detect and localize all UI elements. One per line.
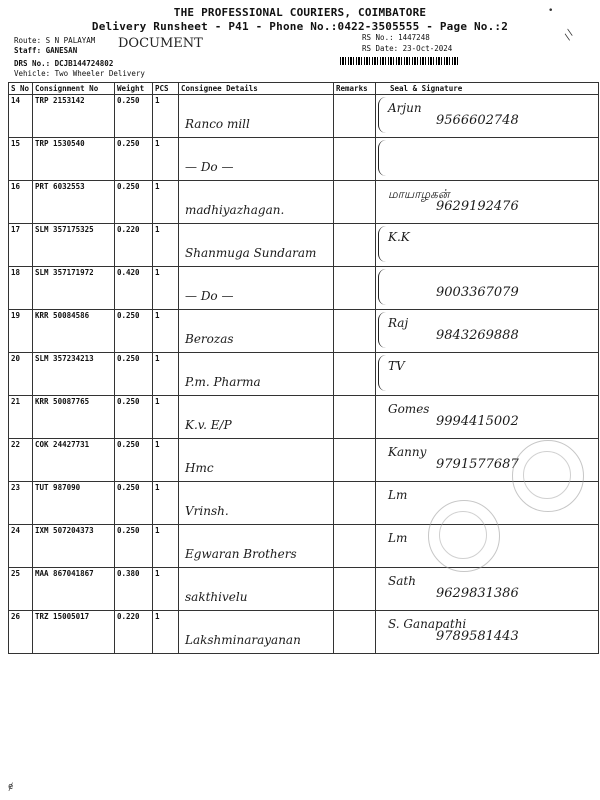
bracket-mark bbox=[378, 226, 387, 262]
row-remarks bbox=[334, 611, 376, 654]
row-consignee-cell bbox=[179, 568, 334, 611]
row-signature: Kanny bbox=[388, 445, 427, 459]
row-remarks bbox=[334, 482, 376, 525]
row-sno: 23 bbox=[9, 482, 33, 525]
row-consignee-name: Shanmuga Sundaram bbox=[185, 246, 317, 260]
row-consignee-name: — Do — bbox=[185, 289, 234, 303]
table-row bbox=[9, 138, 599, 181]
col-header-seal: Seal & Signature bbox=[376, 83, 599, 95]
row-consignee-name: K.v. E/P bbox=[185, 418, 232, 432]
row-sno: 22 bbox=[9, 439, 33, 482]
row-seal-signature bbox=[376, 181, 599, 224]
row-consignee-name: Vrinsh. bbox=[185, 504, 229, 518]
row-consignment-no: KRR 50084586 bbox=[33, 310, 115, 353]
row-phone-number: 9994415002 bbox=[436, 414, 519, 429]
row-weight: 0.250 bbox=[115, 482, 153, 525]
table-row bbox=[9, 353, 599, 396]
row-phone-number: 9566602748 bbox=[436, 113, 519, 128]
row-sno: 21 bbox=[9, 396, 33, 439]
row-remarks bbox=[334, 267, 376, 310]
row-pcs: 1 bbox=[153, 611, 179, 654]
row-remarks bbox=[334, 310, 376, 353]
row-weight: 0.380 bbox=[115, 568, 153, 611]
corner-dot: • bbox=[548, 6, 554, 16]
company-seal-stamp bbox=[512, 440, 584, 512]
row-weight: 0.250 bbox=[115, 95, 153, 138]
handwritten-document-note: DOCUMENT bbox=[118, 36, 203, 51]
route-label: Route: S N PALAYAM bbox=[14, 36, 96, 45]
row-remarks bbox=[334, 439, 376, 482]
row-sno: 16 bbox=[9, 181, 33, 224]
row-consignee-name: Lakshminarayanan bbox=[185, 633, 301, 647]
table-row bbox=[9, 611, 599, 654]
row-pcs: 1 bbox=[153, 396, 179, 439]
row-sno: 20 bbox=[9, 353, 33, 396]
row-consignee-cell bbox=[179, 267, 334, 310]
row-consignment-no: SLM 357171972 bbox=[33, 267, 115, 310]
row-weight: 0.250 bbox=[115, 439, 153, 482]
row-consignment-no: IXM 507204373 bbox=[33, 525, 115, 568]
row-consignee-name: Egwaran Brothers bbox=[185, 547, 297, 561]
row-weight: 0.250 bbox=[115, 181, 153, 224]
table-row bbox=[9, 181, 599, 224]
row-consignment-no: KRR 50087765 bbox=[33, 396, 115, 439]
bracket-mark bbox=[378, 269, 387, 305]
row-weight: 0.220 bbox=[115, 611, 153, 654]
row-phone-number: 9003367079 bbox=[436, 285, 519, 300]
row-phone-number: 9791577687 bbox=[436, 457, 519, 472]
row-signature: Gomes bbox=[388, 402, 430, 416]
row-sno: 14 bbox=[9, 95, 33, 138]
row-sno: 25 bbox=[9, 568, 33, 611]
company-seal-stamp bbox=[428, 500, 500, 572]
row-consignee-cell bbox=[179, 482, 334, 525]
row-consignee-name: P.m. Pharma bbox=[185, 375, 261, 389]
row-sno: 18 bbox=[9, 267, 33, 310]
table-row bbox=[9, 568, 599, 611]
bracket-mark bbox=[378, 312, 387, 348]
row-weight: 0.420 bbox=[115, 267, 153, 310]
row-consignee-cell bbox=[179, 95, 334, 138]
row-remarks bbox=[334, 396, 376, 439]
row-phone-number: 9843269888 bbox=[436, 328, 519, 343]
row-weight: 0.250 bbox=[115, 525, 153, 568]
row-remarks bbox=[334, 181, 376, 224]
table-row bbox=[9, 396, 599, 439]
row-sno: 19 bbox=[9, 310, 33, 353]
row-seal-signature bbox=[376, 396, 599, 439]
row-pcs: 1 bbox=[153, 95, 179, 138]
row-phone-number: 9629192476 bbox=[436, 199, 519, 214]
row-pcs: 1 bbox=[153, 181, 179, 224]
row-sno: 17 bbox=[9, 224, 33, 267]
row-pcs: 1 bbox=[153, 439, 179, 482]
table-row bbox=[9, 267, 599, 310]
row-phone-number: 9629831386 bbox=[436, 586, 519, 601]
row-pcs: 1 bbox=[153, 353, 179, 396]
drs-label: DRS No.: DCJB144724802 bbox=[14, 59, 114, 68]
pen-mark: // bbox=[562, 27, 577, 43]
page-corner-mark: ɇ bbox=[8, 782, 14, 792]
barcode bbox=[340, 57, 460, 65]
row-pcs: 1 bbox=[153, 138, 179, 181]
vehicle-label: Vehicle: Two Wheeler Delivery bbox=[14, 69, 145, 78]
runsheet-table bbox=[8, 82, 599, 654]
row-seal-signature bbox=[376, 95, 599, 138]
row-consignee-cell bbox=[179, 353, 334, 396]
col-header-remarks: Remarks bbox=[334, 83, 376, 95]
row-consignment-no: MAA 867041867 bbox=[33, 568, 115, 611]
row-weight: 0.220 bbox=[115, 224, 153, 267]
row-seal-signature bbox=[376, 267, 599, 310]
row-consignee-cell bbox=[179, 224, 334, 267]
row-signature: Lm bbox=[388, 488, 408, 502]
row-consignee-cell bbox=[179, 181, 334, 224]
row-pcs: 1 bbox=[153, 525, 179, 568]
bracket-mark bbox=[378, 140, 387, 176]
table-row bbox=[9, 525, 599, 568]
row-remarks bbox=[334, 353, 376, 396]
row-consignment-no: SLM 357234213 bbox=[33, 353, 115, 396]
row-consignee-cell bbox=[179, 396, 334, 439]
row-consignment-no: PRT 6032553 bbox=[33, 181, 115, 224]
row-consignee-cell bbox=[179, 310, 334, 353]
company-title: THE PROFESSIONAL COURIERS, COIMBATORE bbox=[173, 6, 427, 19]
row-seal-signature bbox=[376, 568, 599, 611]
row-signature: Lm bbox=[388, 531, 408, 545]
bracket-mark bbox=[378, 355, 387, 391]
row-pcs: 1 bbox=[153, 267, 179, 310]
row-sno: 26 bbox=[9, 611, 33, 654]
col-header-weight: Weight bbox=[115, 83, 153, 95]
row-signature: TV bbox=[388, 359, 405, 373]
row-seal-signature bbox=[376, 138, 599, 181]
row-consignee-name: — Do — bbox=[185, 160, 234, 174]
rs-no-label: RS No.: 1447248 bbox=[362, 33, 430, 42]
row-consignee-cell bbox=[179, 525, 334, 568]
row-pcs: 1 bbox=[153, 482, 179, 525]
table-row bbox=[9, 310, 599, 353]
row-sno: 24 bbox=[9, 525, 33, 568]
row-consignee-name: Hmc bbox=[185, 461, 214, 475]
row-consignee-cell bbox=[179, 439, 334, 482]
row-consignee-name: sakthivelu bbox=[185, 590, 248, 604]
row-weight: 0.250 bbox=[115, 396, 153, 439]
row-consignee-name: Berozas bbox=[185, 332, 234, 346]
row-weight: 0.250 bbox=[115, 310, 153, 353]
row-phone-number: 9789581443 bbox=[436, 629, 519, 644]
row-seal-signature bbox=[376, 353, 599, 396]
staff-label: Staff: GANESAN bbox=[14, 46, 78, 55]
row-remarks bbox=[334, 568, 376, 611]
col-header-consignment: Consignment No bbox=[33, 83, 115, 95]
row-signature: Sath bbox=[388, 574, 416, 588]
row-consignee-name: madhiyazhagan. bbox=[185, 203, 285, 217]
row-consignment-no: TRZ 15005017 bbox=[33, 611, 115, 654]
row-weight: 0.250 bbox=[115, 138, 153, 181]
row-sno: 15 bbox=[9, 138, 33, 181]
row-consignment-no: SLM 357175325 bbox=[33, 224, 115, 267]
row-remarks bbox=[334, 138, 376, 181]
row-consignment-no: TRP 1530540 bbox=[33, 138, 115, 181]
bracket-mark bbox=[378, 97, 387, 133]
row-remarks bbox=[334, 224, 376, 267]
row-consignment-no: COK 24427731 bbox=[33, 439, 115, 482]
row-remarks bbox=[334, 525, 376, 568]
row-consignee-name: Ranco mill bbox=[185, 117, 250, 131]
row-signature: K.K bbox=[388, 230, 410, 244]
col-header-sno: S No bbox=[9, 83, 33, 95]
row-signature: Arjun bbox=[388, 101, 422, 115]
table-header-row bbox=[9, 83, 599, 95]
row-weight: 0.250 bbox=[115, 353, 153, 396]
table-row bbox=[9, 95, 599, 138]
runsheet-title: Delivery Runsheet - P41 - Phone No.:0422-3505555 - Page No.:2 bbox=[91, 20, 509, 33]
row-pcs: 1 bbox=[153, 224, 179, 267]
table-row bbox=[9, 224, 599, 267]
row-consignee-cell bbox=[179, 611, 334, 654]
table-row bbox=[9, 439, 599, 482]
row-consignment-no: TRP 2153142 bbox=[33, 95, 115, 138]
rs-date-label: RS Date: 23-Oct-2024 bbox=[362, 44, 453, 53]
row-signature: மாயாழகன் bbox=[388, 187, 450, 201]
table-row bbox=[9, 482, 599, 525]
row-seal-signature bbox=[376, 224, 599, 267]
row-remarks bbox=[334, 95, 376, 138]
col-header-pcs: PCS bbox=[153, 83, 179, 95]
row-signature: Raj bbox=[388, 316, 409, 330]
row-consignee-cell bbox=[179, 138, 334, 181]
row-consignment-no: TUT 987090 bbox=[33, 482, 115, 525]
row-signature: S. Ganapathi bbox=[388, 617, 467, 631]
row-seal-signature bbox=[376, 310, 599, 353]
col-header-consignee: Consignee Details bbox=[179, 83, 334, 95]
row-seal-signature bbox=[376, 611, 599, 654]
row-pcs: 1 bbox=[153, 310, 179, 353]
row-pcs: 1 bbox=[153, 568, 179, 611]
